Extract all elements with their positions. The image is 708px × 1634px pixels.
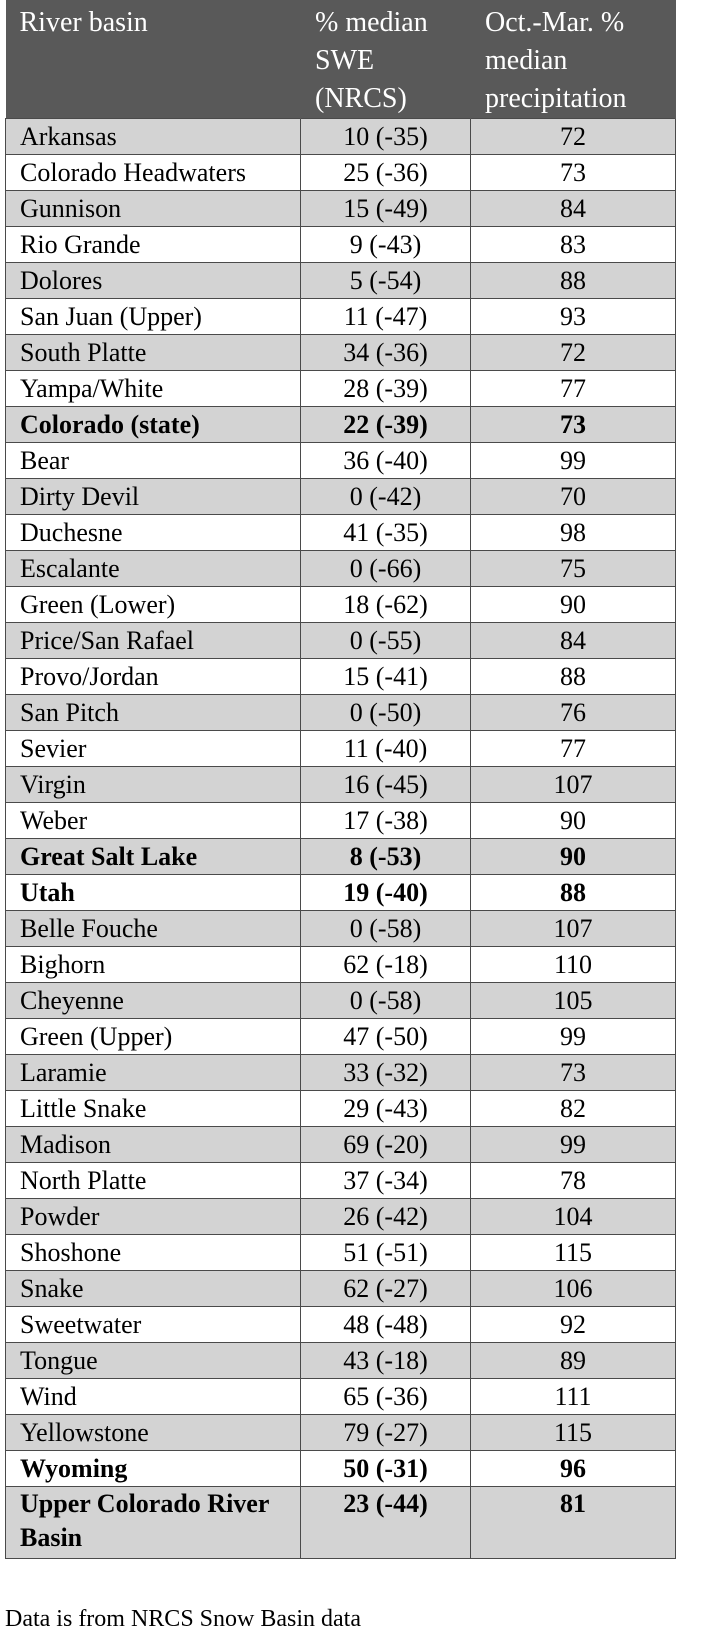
swe-cell: 28 (-39): [301, 371, 471, 407]
swe-cell: 65 (-36): [301, 1379, 471, 1415]
basin-cell: Arkansas: [6, 119, 301, 155]
table-header: [6, 0, 676, 119]
precip-cell: 73: [471, 155, 676, 191]
table-row: [6, 407, 676, 443]
swe-cell: 34 (-36): [301, 335, 471, 371]
table-row: [6, 767, 676, 803]
basin-cell: Utah: [6, 875, 301, 911]
swe-cell: 10 (-35): [301, 119, 471, 155]
basin-cell: Great Salt Lake: [6, 839, 301, 875]
basin-cell: Gunnison: [6, 191, 301, 227]
swe-cell: 19 (-40): [301, 875, 471, 911]
precip-cell: 72: [471, 335, 676, 371]
swe-cell: 0 (-50): [301, 695, 471, 731]
basin-cell: San Pitch: [6, 695, 301, 731]
precip-cell: 76: [471, 695, 676, 731]
swe-cell: 15 (-41): [301, 659, 471, 695]
basin-cell: Price/San Rafael: [6, 623, 301, 659]
basin-cell: Shoshone: [6, 1235, 301, 1271]
basin-cell: Tongue: [6, 1343, 301, 1379]
table-row: [6, 371, 676, 407]
basin-cell: Dirty Devil: [6, 479, 301, 515]
basin-cell: Wyoming: [6, 1451, 301, 1487]
table-row: [6, 587, 676, 623]
basin-cell: Yampa/White: [6, 371, 301, 407]
precip-cell: 82: [471, 1091, 676, 1127]
basin-cell: Cheyenne: [6, 983, 301, 1019]
precip-cell: 72: [471, 119, 676, 155]
table-row: [6, 623, 676, 659]
table-row: [6, 443, 676, 479]
swe-cell: 50 (-31): [301, 1451, 471, 1487]
swe-cell: 62 (-27): [301, 1271, 471, 1307]
table-row: [6, 947, 676, 983]
swe-cell: 8 (-53): [301, 839, 471, 875]
table-row: [6, 803, 676, 839]
swe-cell: 47 (-50): [301, 1019, 471, 1055]
swe-cell: 36 (-40): [301, 443, 471, 479]
precip-cell: 111: [471, 1379, 676, 1415]
precip-cell: 106: [471, 1271, 676, 1307]
table-row: [6, 731, 676, 767]
precip-cell: 96: [471, 1451, 676, 1487]
table-row: [6, 155, 676, 191]
table-row: [6, 191, 676, 227]
precip-cell: 81: [471, 1487, 676, 1559]
basin-cell: Provo/Jordan: [6, 659, 301, 695]
precip-cell: 99: [471, 1019, 676, 1055]
precip-cell: 115: [471, 1415, 676, 1451]
precip-cell: 99: [471, 443, 676, 479]
table-row: [6, 1343, 676, 1379]
basin-cell: Laramie: [6, 1055, 301, 1091]
table-row: [6, 299, 676, 335]
swe-cell: 41 (-35): [301, 515, 471, 551]
table-row: [6, 875, 676, 911]
table-row: [6, 1127, 676, 1163]
swe-cell: 79 (-27): [301, 1415, 471, 1451]
basin-cell: Little Snake: [6, 1091, 301, 1127]
table-row: [6, 263, 676, 299]
basin-cell: Rio Grande: [6, 227, 301, 263]
swe-cell: 0 (-58): [301, 983, 471, 1019]
basin-cell: South Platte: [6, 335, 301, 371]
basin-cell: Belle Fouche: [6, 911, 301, 947]
snow-precip-table: [5, 0, 676, 1559]
table-row: [6, 1199, 676, 1235]
basin-cell: Colorado (state): [6, 407, 301, 443]
footnote: Data is from NRCS Snow Basin data: [5, 1606, 361, 1632]
precip-cell: 88: [471, 875, 676, 911]
table-row: [6, 659, 676, 695]
table-body: [6, 119, 676, 1559]
precip-cell: 115: [471, 1235, 676, 1271]
basin-cell: Wind: [6, 1379, 301, 1415]
swe-cell: 11 (-47): [301, 299, 471, 335]
table-row: [6, 1163, 676, 1199]
header-median-swe: % median SWE (NRCS): [301, 0, 471, 119]
basin-cell: Weber: [6, 803, 301, 839]
swe-cell: 23 (-44): [301, 1487, 471, 1559]
precip-cell: 88: [471, 263, 676, 299]
basin-cell: Sweetwater: [6, 1307, 301, 1343]
swe-cell: 17 (-38): [301, 803, 471, 839]
swe-cell: 18 (-62): [301, 587, 471, 623]
basin-cell: Green (Lower): [6, 587, 301, 623]
precip-cell: 90: [471, 587, 676, 623]
table-row: [6, 119, 676, 155]
basin-cell: Bighorn: [6, 947, 301, 983]
precip-cell: 110: [471, 947, 676, 983]
swe-cell: 16 (-45): [301, 767, 471, 803]
precip-cell: 107: [471, 911, 676, 947]
precip-cell: 84: [471, 623, 676, 659]
basin-cell: Sevier: [6, 731, 301, 767]
swe-cell: 9 (-43): [301, 227, 471, 263]
swe-cell: 62 (-18): [301, 947, 471, 983]
swe-cell: 48 (-48): [301, 1307, 471, 1343]
swe-cell: 25 (-36): [301, 155, 471, 191]
basin-cell: Colorado Headwaters: [6, 155, 301, 191]
swe-cell: 51 (-51): [301, 1235, 471, 1271]
precip-cell: 92: [471, 1307, 676, 1343]
swe-cell: 33 (-32): [301, 1055, 471, 1091]
header-row: [6, 0, 676, 119]
precip-cell: 90: [471, 803, 676, 839]
swe-cell: 43 (-18): [301, 1343, 471, 1379]
swe-cell: 11 (-40): [301, 731, 471, 767]
basin-cell: Virgin: [6, 767, 301, 803]
table-row: [6, 1019, 676, 1055]
table-row: [6, 911, 676, 947]
precip-cell: 84: [471, 191, 676, 227]
basin-cell: Madison: [6, 1127, 301, 1163]
table-row: [6, 335, 676, 371]
precip-cell: 98: [471, 515, 676, 551]
precip-cell: 93: [471, 299, 676, 335]
precip-cell: 105: [471, 983, 676, 1019]
precip-cell: 78: [471, 1163, 676, 1199]
basin-cell: Escalante: [6, 551, 301, 587]
header-median-precipitation: Oct.-Mar. % median precipitation: [471, 0, 676, 119]
precip-cell: 75: [471, 551, 676, 587]
table-row: [6, 695, 676, 731]
table-row: [6, 479, 676, 515]
swe-cell: 29 (-43): [301, 1091, 471, 1127]
table-row: [6, 1271, 676, 1307]
precip-cell: 73: [471, 407, 676, 443]
table-row: [6, 839, 676, 875]
table-row: [6, 551, 676, 587]
table-row: [6, 1451, 676, 1487]
table-row: [6, 1379, 676, 1415]
basin-cell: Powder: [6, 1199, 301, 1235]
basin-cell: San Juan (Upper): [6, 299, 301, 335]
basin-cell: Green (Upper): [6, 1019, 301, 1055]
swe-cell: 26 (-42): [301, 1199, 471, 1235]
basin-cell: Duchesne: [6, 515, 301, 551]
swe-cell: 37 (-34): [301, 1163, 471, 1199]
table-row: [6, 1091, 676, 1127]
swe-cell: 15 (-49): [301, 191, 471, 227]
swe-cell: 5 (-54): [301, 263, 471, 299]
basin-cell: Snake: [6, 1271, 301, 1307]
swe-cell: 0 (-58): [301, 911, 471, 947]
precip-cell: 107: [471, 767, 676, 803]
precip-cell: 70: [471, 479, 676, 515]
precip-cell: 77: [471, 731, 676, 767]
precip-cell: 99: [471, 1127, 676, 1163]
basin-cell: Upper Colorado River Basin: [6, 1487, 301, 1559]
swe-cell: 0 (-66): [301, 551, 471, 587]
snow-precip-table-container: [5, 0, 675, 1559]
swe-cell: 0 (-42): [301, 479, 471, 515]
swe-cell: 69 (-20): [301, 1127, 471, 1163]
basin-cell: North Platte: [6, 1163, 301, 1199]
table-row: [6, 1055, 676, 1091]
precip-cell: 90: [471, 839, 676, 875]
precip-cell: 83: [471, 227, 676, 263]
precip-cell: 73: [471, 1055, 676, 1091]
table-row: [6, 1415, 676, 1451]
table-row: [6, 515, 676, 551]
basin-cell: Bear: [6, 443, 301, 479]
precip-cell: 104: [471, 1199, 676, 1235]
table-row: [6, 1487, 676, 1559]
basin-cell: Yellowstone: [6, 1415, 301, 1451]
precip-cell: 88: [471, 659, 676, 695]
table-row: [6, 227, 676, 263]
table-row: [6, 1307, 676, 1343]
table-row: [6, 983, 676, 1019]
table-row: [6, 1235, 676, 1271]
precip-cell: 89: [471, 1343, 676, 1379]
precip-cell: 77: [471, 371, 676, 407]
basin-cell: Dolores: [6, 263, 301, 299]
swe-cell: 0 (-55): [301, 623, 471, 659]
header-river-basin: River basin: [6, 0, 301, 119]
swe-cell: 22 (-39): [301, 407, 471, 443]
